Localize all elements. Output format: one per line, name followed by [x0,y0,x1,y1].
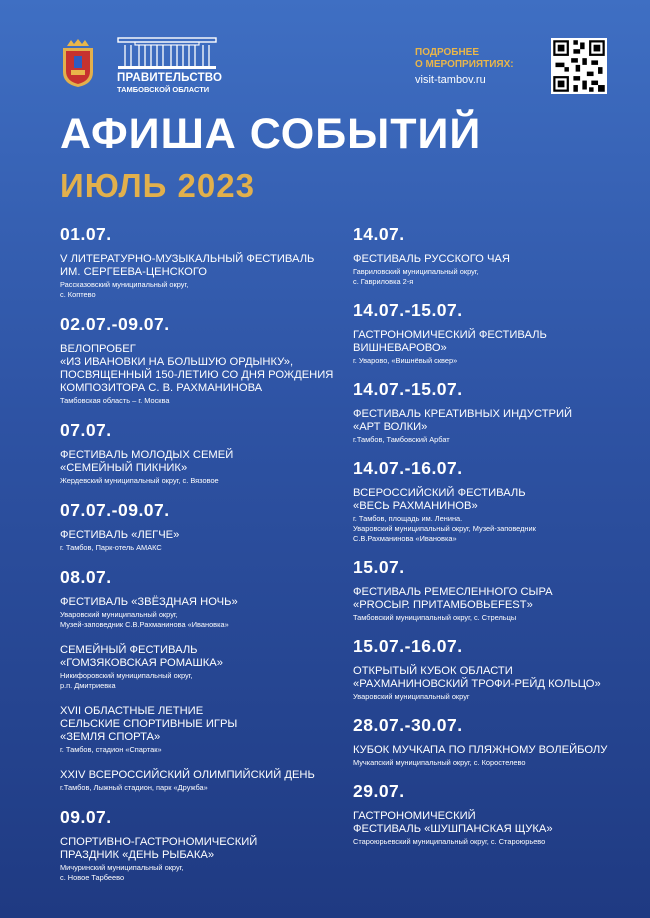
event-location: г. Уварово, «Вишнёвый сквер» [353,356,458,365]
header [0,0,650,110]
event-item [60,596,345,629]
event-location: г. Тамбов, Парк-отель АМАКС [60,543,162,552]
event-item [60,705,345,754]
event-item [353,408,643,444]
date-block [60,314,345,405]
event-location: г. Тамбов, стадион «Спартак» [60,745,162,754]
tambov-coat-of-arms-icon [61,38,95,88]
date-block [60,500,345,552]
date-block [353,636,643,701]
event-date: 14.07.-15.07. [353,379,463,399]
event-title: ФЕСТИВАЛЬ «ШУШПАНСКАЯ ЩУКА» [353,823,553,835]
date-block [353,458,643,543]
event-title: «ГОМЗЯКОВСКАЯ РОМАШКА» [60,657,223,669]
event-item [60,769,345,792]
event-item [60,836,345,882]
event-item [353,744,643,767]
event-location: Жердевский муниципальный округ, с. Вязовое [60,476,219,485]
qr-code-icon[interactable] [551,38,607,94]
government-subtitle: ТАМБОВСКОЙ ОБЛАСТИ [117,85,210,94]
event-location: Рассказовский муниципальный округ, [60,280,189,289]
event-title: «РАХМАНИНОВСКИЙ ТРОФИ-РЕЙД КОЛЬЦО» [353,678,601,690]
event-location: р.п. Дмитриевка [60,681,116,690]
events-column-left [60,224,345,897]
event-location: с. Гавриловка 2-я [353,277,414,286]
date-block [353,224,643,286]
event-location: Уваровский муниципальный округ, Музей-заповедник [353,524,536,533]
event-title: СЕЛЬСКИЕ СПОРТИВНЫЕ ИГРЫ [60,718,238,730]
event-date: 07.07.-09.07. [60,500,170,520]
event-item [60,343,345,405]
event-title: КОМПОЗИТОРА С. В. РАХМАНИНОВА [60,382,263,394]
event-location: Никифоровский муниципальный округ, [60,671,193,680]
date-block [60,807,345,882]
event-location: Музей-заповедник С.В.Рахманинова «Ивановка» [60,620,229,629]
government-building-icon [117,36,217,70]
event-date: 08.07. [60,567,112,587]
event-title: «ИЗ ИВАНОВКИ НА БОЛЬШУЮ ОРДЫНКУ», [60,356,294,368]
government-title: ПРАВИТЕЛЬСТВО [117,72,223,84]
event-location: г.Тамбов, Тамбовский Арбат [353,435,450,444]
event-title: «ЗЕМЛЯ СПОРТА» [60,731,161,743]
event-location: Уваровский муниципальный округ [353,692,470,701]
event-title: «PROСЫР. ПРИТАМБОВЬЕFEST» [353,599,533,611]
event-title: ПРАЗДНИК «ДЕНЬ РЫБАКА» [60,849,215,861]
event-location: Тамбовская область – г. Москва [60,396,170,405]
date-block [60,224,345,299]
event-location: Гавриловский муниципальный округ, [353,267,479,276]
event-date: 01.07. [60,224,112,244]
event-location: Уваровский муниципальный округ, [60,610,178,619]
event-date: 14.07. [353,224,405,244]
event-date: 14.07.-16.07. [353,458,463,478]
event-location: Мучкапский муниципальный округ, с. Коростелево [353,758,526,767]
event-location: Староюрьевский муниципальный округ, с. Староюрьево [353,837,546,846]
date-block [353,715,643,767]
event-date: 14.07.-15.07. [353,300,463,320]
event-date: 09.07. [60,807,112,827]
website-link[interactable]: visit-tambov.ru [415,74,486,86]
date-block [353,781,643,846]
event-item [353,253,643,286]
event-title: ОТКРЫТЫЙ КУБОК ОБЛАСТИ [353,665,513,677]
event-location: Тамбовский муниципальный округ, с. Стрельцы [353,613,517,622]
event-item [353,665,643,701]
event-item [353,487,643,543]
event-item [60,449,345,485]
event-title: ВЕЛОПРОБЕГ [60,343,136,355]
more-info-label: ПОДРОБНЕЕ О МЕРОПРИЯТИЯХ: [415,47,514,70]
poster-month: ИЮЛЬ 2023 [60,167,255,204]
event-title: СЕМЕЙНЫЙ ФЕСТИВАЛЬ [60,644,198,656]
event-title: ФЕСТИВАЛЬ «ЗВЁЗДНАЯ НОЧЬ» [60,596,238,608]
event-date: 28.07.-30.07. [353,715,463,735]
event-item [60,253,345,299]
date-block [353,557,643,622]
poster-title: АФИША СОБЫТИЙ [60,110,482,158]
event-title: ИМ. СЕРГЕЕВА-ЦЕНСКОГО [60,266,207,278]
event-date: 29.07. [353,781,405,801]
event-location: с. Новое Тарбеево [60,873,125,882]
event-title: «СЕМЕЙНЫЙ ПИКНИК» [60,462,188,474]
event-title: ВСЕРОССИЙСКИЙ ФЕСТИВАЛЬ [353,487,526,499]
event-title: XVII ОБЛАСТНЫЕ ЛЕТНИЕ [60,705,204,717]
date-block [60,420,345,485]
event-title: КУБОК МУЧКАПА ПО ПЛЯЖНОМУ ВОЛЕЙБОЛУ [353,744,608,756]
date-block [353,379,643,444]
events-column-right [353,224,643,860]
event-date: 15.07.-16.07. [353,636,463,656]
event-title: СПОРТИВНО-ГАСТРОНОМИЧЕСКИЙ [60,836,258,848]
event-item [60,644,345,690]
event-title: ФЕСТИВАЛЬ КРЕАТИВНЫХ ИНДУСТРИЙ [353,408,573,420]
date-block [353,300,643,365]
event-title: ГАСТРОНОМИЧЕСКИЙ ФЕСТИВАЛЬ [353,329,547,341]
event-title: ФЕСТИВАЛЬ РУССКОГО ЧАЯ [353,253,510,265]
event-location: С.В.Рахманинова «Ивановка» [353,534,457,543]
event-location: г.Тамбов, Лыжный стадион, парк «Дружба» [60,783,208,792]
event-item [353,329,643,365]
event-location: г. Тамбов, площадь им. Ленина. [353,514,463,523]
event-title: «ВЕСЬ РАХМАНИНОВ» [353,500,478,512]
event-title: «АРТ ВОЛКИ» [353,421,428,433]
event-title: ФЕСТИВАЛЬ «ЛЕГЧЕ» [60,529,180,541]
event-title: ФЕСТИВАЛЬ РЕМЕСЛЕННОГО СЫРА [353,586,553,598]
event-date: 02.07.-09.07. [60,314,170,334]
event-title: ГАСТРОНОМИЧЕСКИЙ [353,810,476,822]
event-item [60,529,345,552]
event-location: с. Коптево [60,290,96,299]
event-title: XXIV ВСЕРОССИЙСКИЙ ОЛИМПИЙСКИЙ ДЕНЬ [60,769,315,781]
event-title: ПОСВЯЩЕННЫЙ 150-ЛЕТИЮ СО ДНЯ РОЖДЕНИЯ [60,369,334,381]
event-location: Мичуринский муниципальный округ, [60,863,184,872]
event-title: V ЛИТЕРАТУРНО-МУЗЫКАЛЬНЫЙ ФЕСТИВАЛЬ [60,253,315,265]
event-title: ВИШНЕВАРОВО» [353,342,447,354]
event-title: ФЕСТИВАЛЬ МОЛОДЫХ СЕМЕЙ [60,449,234,461]
event-date: 07.07. [60,420,112,440]
event-item [353,810,643,846]
event-date: 15.07. [353,557,405,577]
date-block [60,567,345,792]
event-item [353,586,643,622]
